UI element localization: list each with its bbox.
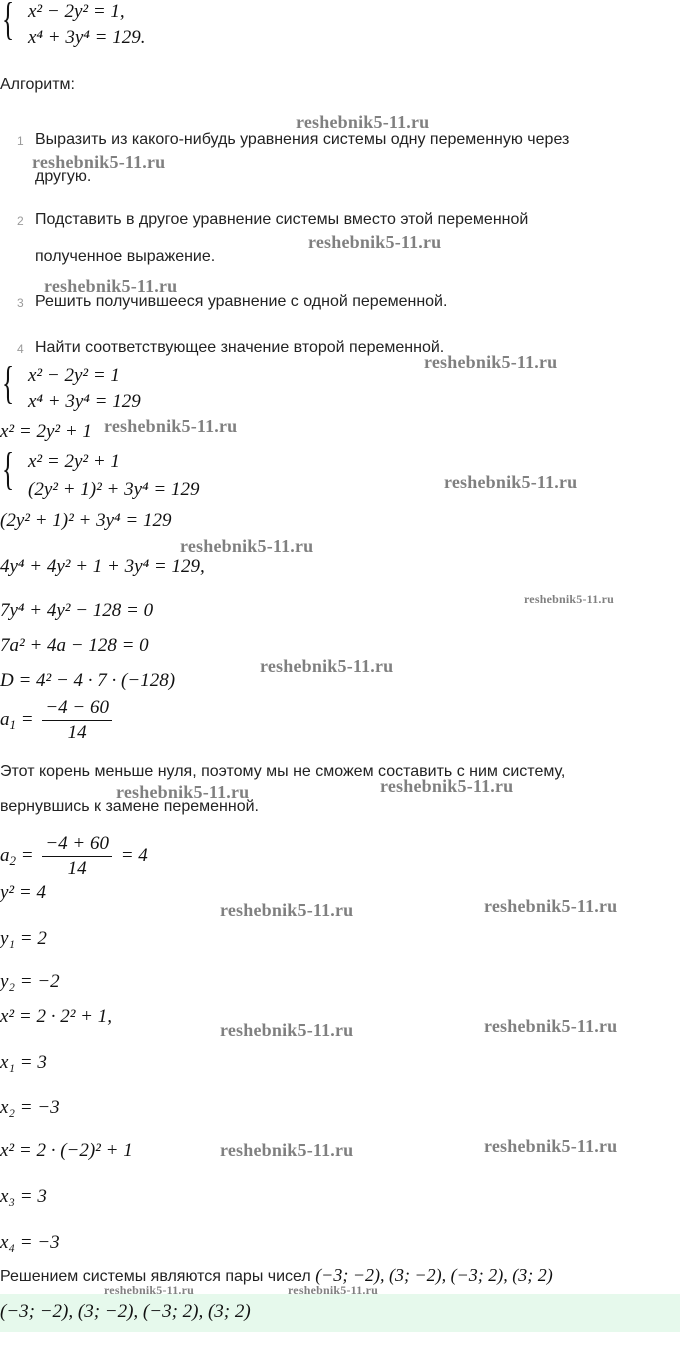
watermark: reshebnik5-11.ru [288,1283,378,1297]
step-text: Выразить из какого-нибудь уравнения системы одну переменную через [35,131,570,148]
step-text: полученное выражение. [35,248,216,265]
system-2-eq1: x² − 2y² = 1 [28,365,120,386]
equals-sign: = [20,708,34,730]
step-number: 4 [17,342,24,356]
equation-line: x₄ = −3 [0,1232,60,1253]
watermark: reshebnik5-11.ru [260,656,394,676]
equation-line: x₃ = 3 [0,1186,47,1207]
fraction-numerator: −4 − 60 [42,696,112,721]
watermark: reshebnik5-11.ru [444,472,578,492]
step-text: другую. [35,168,92,185]
equation-line: 7y⁴ + 4y² − 128 = 0 [0,600,154,621]
a2-result: = 4 [120,844,148,866]
system-top-eq2: x⁴ + 3y⁴ = 129. [28,27,146,48]
equation-line: (2y² + 1)² + 3y⁴ = 129 [0,510,172,531]
watermark: reshebnik5-11.ru [180,536,314,556]
watermark: reshebnik5-11.ru [424,352,558,372]
equation-line: x² = 2 · (−2)² + 1 [0,1140,133,1161]
remark-text: вернувшись к замене переменной. [0,798,259,815]
watermark: reshebnik5-11.ru [44,276,178,296]
watermark: reshebnik5-11.ru [104,416,238,436]
watermark: reshebnik5-11.ru [220,1140,354,1160]
step-text: Подставить в другое уравнение системы вместо этой переменной [35,211,529,228]
watermark: reshebnik5-11.ru [484,1136,618,1156]
equation-line: y₂ = −2 [0,971,60,992]
system-brace: { [2,357,15,408]
equation-line: 4y⁴ + 4y² + 1 + 3y⁴ = 129, [0,556,205,577]
equation-line: x₁ = 3 [0,1052,47,1073]
discriminant-line: D = 4² − 4 · 7 · (−128) [0,670,176,691]
system-brace: { [2,0,15,44]
answer-text: (−3; −2), (3; −2), (−3; 2), (3; 2) [0,1301,251,1322]
conclusion-text: Решением системы являются пары чисел [0,1268,311,1285]
system-2-eq2: x⁴ + 3y⁴ = 129 [28,391,141,412]
conclusion-math: (−3; −2), (3; −2), (−3; 2), (3; 2) [315,1265,553,1285]
conclusion [0,1265,553,1286]
equation-line: y² = 4 [0,882,46,903]
equation-line: x² = 2 · 2² + 1, [0,1006,112,1027]
root-a1 [0,696,116,745]
watermark: reshebnik5-11.ru [104,1283,194,1297]
a1-symbol: a [0,708,10,730]
algorithm-title: Алгоритм: [0,76,75,93]
a2-subscript: 2 [9,852,16,868]
step-number: 3 [17,296,24,310]
watermark: reshebnik5-11.ru [484,1016,618,1036]
watermark: reshebnik5-11.ru [220,1020,354,1040]
watermark: reshebnik5-11.ru [380,776,514,796]
fraction-denominator: 14 [67,722,87,743]
watermark: reshebnik5-11.ru [220,900,354,920]
equals-sign: = [20,844,34,866]
watermark: reshebnik5-11.ru [116,782,250,802]
watermark: reshebnik5-11.ru [484,896,618,916]
watermark: reshebnik5-11.ru [32,152,166,172]
remark-text: Этот корень меньше нуля, поэтому мы не сможем составить с ним систему, [0,763,566,780]
fraction [42,832,112,881]
step-text: Решить получившееся уравнение с одной переменной. [35,293,448,310]
system-brace: { [2,443,15,494]
fraction-denominator: 14 [67,858,87,879]
fraction-numerator: −4 + 60 [42,832,112,857]
root-a2 [0,832,148,881]
step-text: Найти соответствующее значение второй переменной. [35,339,445,356]
system-3-eq2: (2y² + 1)² + 3y⁴ = 129 [28,479,200,500]
step-number: 1 [17,134,24,148]
express-line: x² = 2y² + 1 [0,421,92,442]
answer-box [0,1294,680,1332]
watermark: reshebnik5-11.ru [524,592,614,606]
fraction [42,696,112,745]
a1-subscript: 1 [9,716,16,732]
watermark: reshebnik5-11.ru [296,112,430,132]
system-top-eq1: x² − 2y² = 1, [28,1,125,22]
step-number: 2 [17,214,24,228]
equation-line: y₁ = 2 [0,928,47,949]
watermark: reshebnik5-11.ru [308,232,442,252]
a2-symbol: a [0,844,10,866]
equation-line: x₂ = −3 [0,1097,60,1118]
equation-line: 7a² + 4a − 128 = 0 [0,635,149,656]
system-3-eq1: x² = 2y² + 1 [28,451,120,472]
